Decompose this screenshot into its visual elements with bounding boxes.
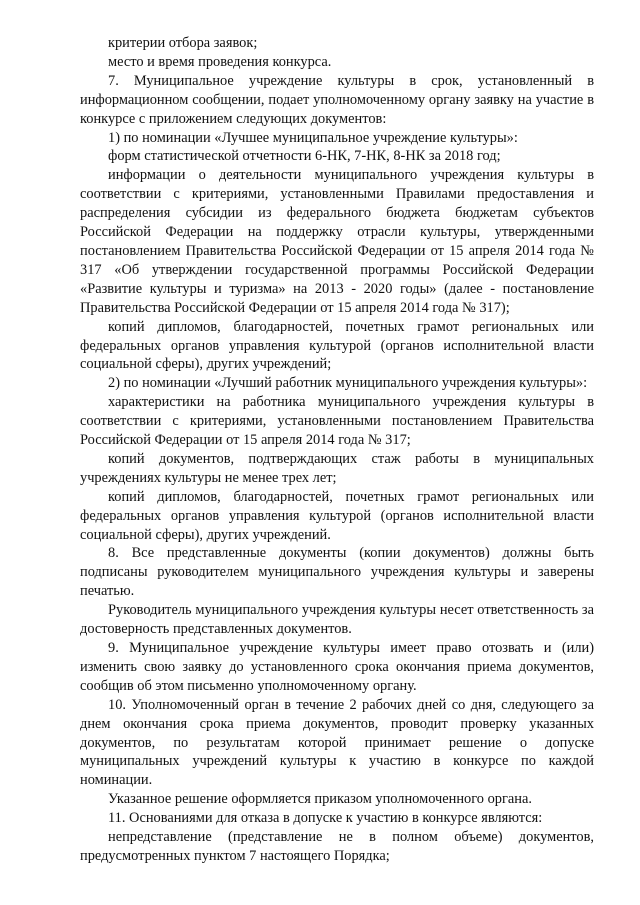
paragraph: копий документов, подтверждающих стаж работы в муниципальных учреждениях культуры не менее трех лет; [80,450,594,486]
paragraph: форм статистической отчетности 6-НК, 7-НК, 8-НК за 2018 год; [108,148,501,165]
paragraph: Указанное решение оформляется приказом уполномоченного органа. [108,791,532,808]
paragraph: копий дипломов, благодарностей, почетных грамот региональных или федеральных органов управления культурой (органов исполнительной власти социальной сферы), других учреждений. [80,488,594,543]
paragraph: копий дипломов, благодарностей, почетных грамот региональных или федеральных органов управления культурой (органов исполнительной власти социальной сферы), других учреждений; [80,318,594,373]
paragraph: 9. Муниципальное учреждение культуры имеет право отозвать и (или) изменить свою заявку до установленного срока окончания приема документов, сообщив об этом письменно уполномоченному органу. [80,640,594,694]
paragraph: непредставление (представление не в полном объеме) документов, предусмотренных пунктом 7 настоящего Порядка; [80,829,594,864]
paragraph: 11. Основаниями для отказа в допуске к участию в конкурсе являются: [108,810,543,827]
paragraph: 8. Все представленные документы (копии документов) должны быть подписаны руководителем муниципального учреждения культуры и заверены печатью. [80,545,594,600]
paragraph: информации о деятельности муниципального учреждения культуры в соответствии с критериями, установленными Правилами предоставления и распределения субсидии из федерального бюджета бюджетам субъектов Российской Федерации на поддержку отрасли культуры, утвержденными постановлением Правительства Российской Федерации от 15 апреля 2014 года № 317 «Об утверждении государственной программы Российской Федерации «Развитие культуры и туризма» на 2013 - 2020 годы» (далее - постановление Правительства Российской Федерации от 15 апреля 2014 года № 317); [80,167,594,316]
paragraph: 7. Муниципальное учреждение культуры в срок, установленный в информационном сообщении, подает уполномоченному органу заявку на участие в конкурсе с приложением следующих документов: [80,72,594,127]
paragraph: 1) по номинации «Лучшее муниципальное учреждение культуры»: [108,129,518,146]
paragraph: 10. Уполномоченный орган в течение 2 рабочих дней со дня, следующего за днем окончания срока приема документов, проводит проверку указанных документов, по результатам которой принимает решение о допуске муниципальных учреждений культуры к участию в конкурсе по каждой номинации. [80,696,594,789]
document-page [80,34,594,866]
paragraph: 2) по номинации «Лучший работник муниципального учреждения культуры»: [108,375,588,392]
paragraph: характеристики на работника муниципального учреждения культуры в соответствии с критериями, установленными постановлением Правительства Российской Федерации от 15 апреля 2014 года № 317; [80,394,594,449]
paragraph: Руководитель муниципального учреждения культуры несет ответственность за достоверность представленных документов. [80,602,594,638]
paragraph: критерии отбора заявок; [108,35,258,51]
paragraph: место и время проведения конкурса. [108,53,332,70]
